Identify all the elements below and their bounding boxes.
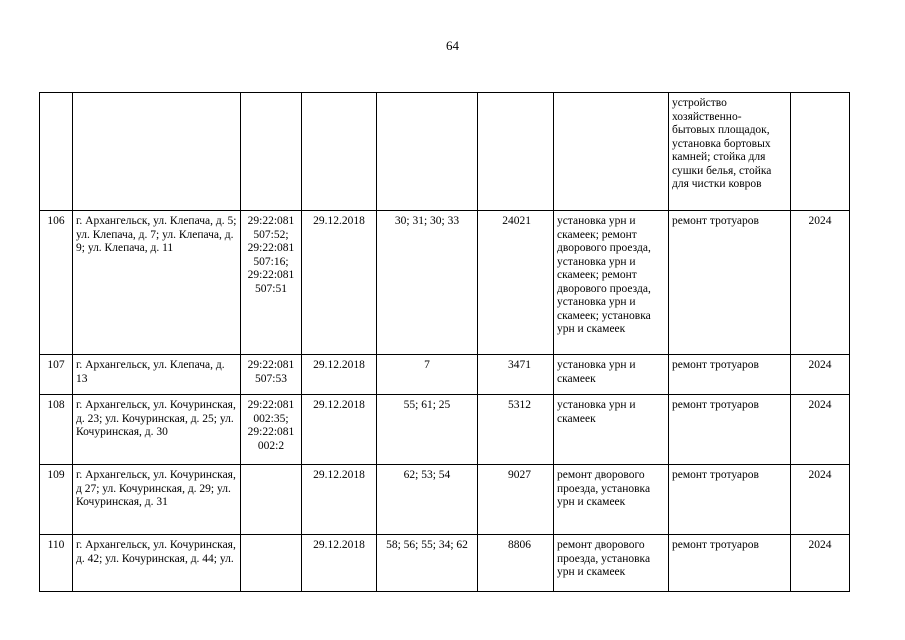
additional-works-cell-line: камней; стойка для <box>672 151 766 163</box>
cadastral-number-cell <box>241 395 302 465</box>
minimal-works-cell-line: дворового проезда, <box>557 242 651 254</box>
additional-works-cell-line: хозяйственно- <box>672 110 742 123</box>
area-cell: 9027 <box>478 465 554 535</box>
row-number-cell: 108 <box>40 395 73 465</box>
area-cell <box>478 93 554 211</box>
additional-works-cell-line: установка бортовых <box>672 137 771 150</box>
additional-works-cell <box>669 535 791 592</box>
cadastral-number-cell-line: 29:22:081 <box>247 269 295 281</box>
row-number-cell: 106 <box>40 211 73 355</box>
area-cell: 24021 <box>478 211 554 355</box>
row-number-cell: 107 <box>40 355 73 395</box>
cadastral-number-cell-line: 507:16; <box>253 255 289 268</box>
table-row <box>40 211 850 355</box>
minimal-works-cell-line: скамеек; установка <box>557 309 651 322</box>
address-cell: г. Архангельск, ул. Кочуринская, д 27; ул. Кочуринская, д. 29; ул. Кочуринская, д. 31 <box>73 465 241 535</box>
address-cell: г. Архангельск, ул. Кочуринская, д. 23; ул. Кочуринская, д. 25; ул. Кочуринская, д. 30 <box>73 395 241 465</box>
cadastral-number-cell-line: 507:53 <box>255 372 287 385</box>
minimal-works-cell <box>554 93 669 211</box>
date-cell: 29.12.2018 <box>302 465 377 535</box>
cadastral-number-cell-line: 29:22:081 <box>247 242 295 254</box>
cadastral-number-cell <box>241 535 302 592</box>
minimal-works-cell-line: установка урн и <box>557 296 636 308</box>
cadastral-number-cell-line: 507:51 <box>255 282 287 295</box>
cadastral-number-cell-line: 29:22:081 <box>247 215 295 227</box>
minimal-works-cell-line: установка урн и <box>557 255 636 268</box>
date-cell: 29.12.2018 <box>302 211 377 355</box>
cadastral-number-cell-line: 002:35; <box>253 412 289 425</box>
row-number-cell: 110 <box>40 535 73 592</box>
year-cell: 2024 <box>791 535 850 592</box>
minimal-works-cell-line: дворового проезда, <box>557 282 651 295</box>
cadastral-number-cell-line: 002:2 <box>257 439 285 452</box>
table-row <box>40 93 850 211</box>
minimal-works-cell-line: ремонт дворового <box>557 539 645 551</box>
cadastral-number-cell-line: 29:22:081 <box>247 426 295 438</box>
table-body <box>40 93 850 592</box>
minimal-works-cell-line: установка урн и <box>557 359 636 371</box>
date-cell: 29.12.2018 <box>302 355 377 395</box>
additional-works-cell-line: ремонт тротуаров <box>672 469 759 481</box>
additional-works-cell <box>669 211 791 355</box>
cadastral-number-cell <box>241 355 302 395</box>
date-cell: 29.12.2018 <box>302 535 377 592</box>
minimal-works-cell-line: скамеек <box>557 412 596 425</box>
cadastral-number-cell-line: 29:22:081 <box>247 359 295 371</box>
area-cell: 5312 <box>478 395 554 465</box>
table-row <box>40 395 850 465</box>
area-cell: 3471 <box>478 355 554 395</box>
row-number-cell: 109 <box>40 465 73 535</box>
minimal-works-cell-line: урн и скамеек <box>557 323 626 335</box>
row-number-cell <box>40 93 73 211</box>
additional-works-cell <box>669 465 791 535</box>
minimal-works-cell-line: проезда, установка <box>557 552 651 565</box>
minimal-works-cell-line: скамеек <box>557 372 596 385</box>
additional-works-cell-line: ремонт тротуаров <box>672 399 759 411</box>
minimal-works-cell <box>554 535 669 592</box>
cadastral-number-cell-line: 507:52; <box>253 228 289 241</box>
additional-works-cell <box>669 395 791 465</box>
page-number: 64 <box>446 38 459 53</box>
year-cell: 2024 <box>791 465 850 535</box>
minimal-works-cell <box>554 211 669 355</box>
address-cell: г. Архангельск, ул. Кочуринская, д. 42; ул. Кочуринская, д. 44; ул. <box>73 535 241 592</box>
minimal-works-cell <box>554 465 669 535</box>
year-cell: 2024 <box>791 211 850 355</box>
date-cell: 29.12.2018 <box>302 395 377 465</box>
additional-works-cell <box>669 355 791 395</box>
cadastral-number-cell <box>241 93 302 211</box>
yard-improvement-table <box>39 92 850 592</box>
additional-works-cell <box>669 93 791 211</box>
cadastral-number-cell <box>241 211 302 355</box>
address-cell <box>73 93 241 211</box>
minimal-works-cell-line: урн и скамеек <box>557 566 626 578</box>
additional-works-cell-line: ремонт тротуаров <box>672 359 759 371</box>
additional-works-cell-line: для чистки ковров <box>672 178 762 190</box>
house-numbers-cell: 62; 53; 54 <box>377 465 478 535</box>
house-numbers-cell: 7 <box>377 355 478 395</box>
year-cell: 2024 <box>791 395 850 465</box>
cadastral-number-cell-line: 29:22:081 <box>247 399 295 411</box>
additional-works-cell-line: ремонт тротуаров <box>672 539 759 551</box>
additional-works-cell-line: бытовых площадок, <box>672 124 770 136</box>
minimal-works-cell-line: проезда, установка <box>557 482 651 495</box>
additional-works-cell-line: устройство <box>672 97 727 109</box>
minimal-works-cell-line: ремонт дворового <box>557 469 645 481</box>
minimal-works-cell <box>554 355 669 395</box>
table-row <box>40 465 850 535</box>
table-row <box>40 535 850 592</box>
year-cell: 2024 <box>791 355 850 395</box>
house-numbers-cell: 30; 31; 30; 33 <box>377 211 478 355</box>
date-cell <box>302 93 377 211</box>
house-numbers-cell: 58; 56; 55; 34; 62 <box>377 535 478 592</box>
minimal-works-cell-line: установка урн и <box>557 399 636 411</box>
minimal-works-cell-line: скамеек; ремонт <box>557 269 637 281</box>
additional-works-cell-line: сушки белья, стойка <box>672 164 772 177</box>
house-numbers-cell: 55; 61; 25 <box>377 395 478 465</box>
table-row <box>40 355 850 395</box>
minimal-works-cell-line: урн и скамеек <box>557 496 626 508</box>
additional-works-cell-line: ремонт тротуаров <box>672 215 759 227</box>
address-cell: г. Архангельск, ул. Клепача, д. 13 <box>73 355 241 395</box>
house-numbers-cell <box>377 93 478 211</box>
address-cell: г. Архангельск, ул. Клепача, д. 5; ул. Клепача, д. 7; ул. Клепача, д. 9; ул. Клепача, д. 11 <box>73 211 241 355</box>
minimal-works-cell-line: скамеек; ремонт <box>557 228 637 241</box>
year-cell <box>791 93 850 211</box>
minimal-works-cell <box>554 395 669 465</box>
area-cell: 8806 <box>478 535 554 592</box>
cadastral-number-cell <box>241 465 302 535</box>
minimal-works-cell-line: установка урн и <box>557 215 636 227</box>
